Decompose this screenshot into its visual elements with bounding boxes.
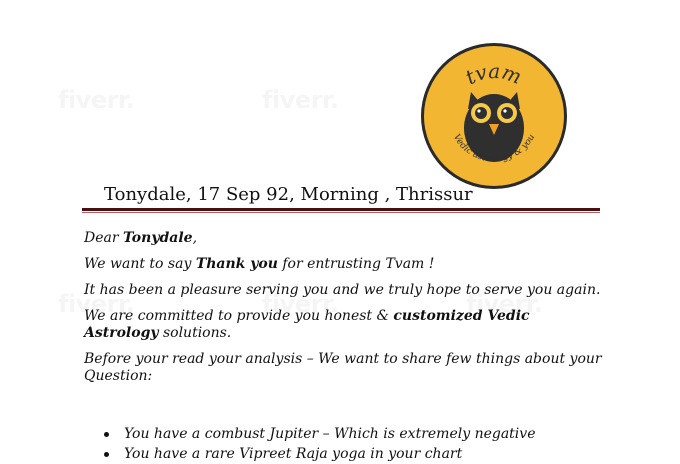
list-item: You have a rare Vipreet Raja yoga in your chart bbox=[104, 444, 535, 464]
list-item: You have a combust Jupiter – Which is extremely negative bbox=[104, 424, 535, 444]
tvam-logo bbox=[419, 41, 569, 191]
thanks-paragraph: We want to say Thank you for entrusting Tvam ! bbox=[84, 256, 435, 272]
thank-you-emphasis: Thank you bbox=[195, 256, 278, 272]
watermark bbox=[262, 86, 338, 114]
findings-list bbox=[104, 424, 535, 464]
intro-paragraph: Before your read your analysis – We want to share few things about your Question: bbox=[84, 351, 602, 384]
logo-brand-text: tvam bbox=[461, 59, 525, 90]
commitment-paragraph: We are committed to provide you honest & customized Vedic Astrology solutions. bbox=[84, 308, 530, 341]
letter-body bbox=[84, 230, 604, 394]
document-header: Tonydale, 17 Sep 92, Morning , Thrissur bbox=[104, 184, 473, 205]
recipient-name: Tonydale bbox=[123, 230, 193, 246]
owl-logo-icon bbox=[419, 41, 569, 191]
header-rule-light bbox=[82, 212, 600, 213]
pleasure-paragraph: It has been a pleasure serving you and we truly hope to serve you again. bbox=[84, 282, 601, 298]
greeting: Dear Tonydale, bbox=[84, 230, 198, 246]
header-rule-dark bbox=[82, 208, 600, 211]
watermark bbox=[58, 86, 134, 114]
customized-emphasis: customized Vedic Astrology bbox=[84, 308, 530, 341]
owl-pupil-right bbox=[501, 107, 513, 119]
logo-tagline-text: Vedic astrology & you bbox=[450, 132, 538, 165]
owl-pupil-left bbox=[475, 107, 487, 119]
